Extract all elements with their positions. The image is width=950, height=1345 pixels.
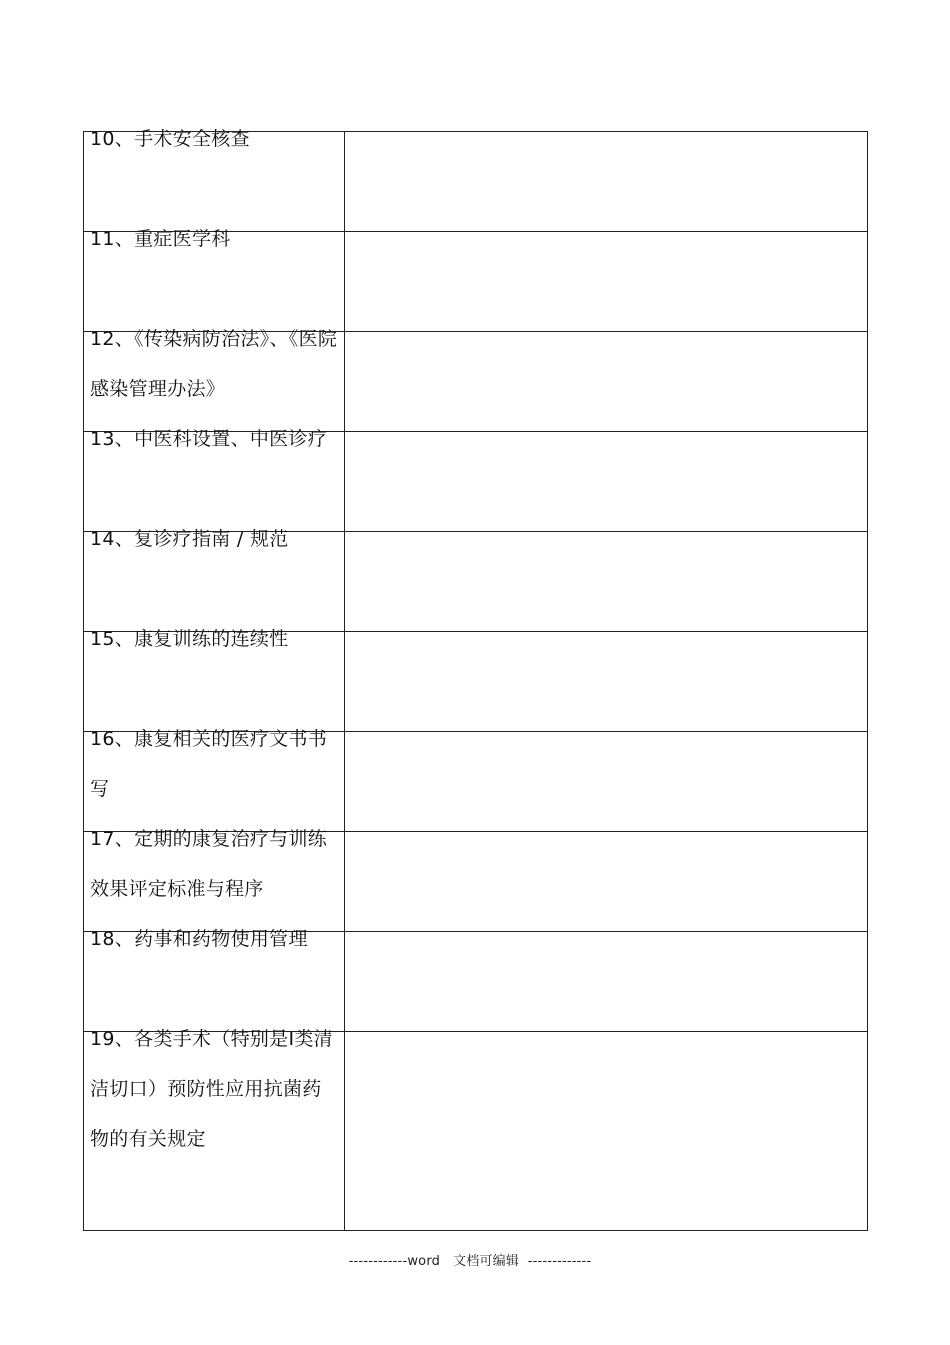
checklist-table bbox=[83, 128, 868, 1231]
item-content-cell[interactable] bbox=[345, 432, 868, 532]
item-label-cell bbox=[84, 1028, 345, 1231]
footer-text: ------------word 文档可编辑 ------------- bbox=[348, 1254, 592, 1269]
item-label: 11、重症医学科 bbox=[90, 228, 231, 250]
item-label: 14、复诊疗指南 / 规范 bbox=[90, 528, 289, 550]
item-content-cell[interactable] bbox=[345, 732, 868, 832]
item-label: 13、中医科设置、中医诊疗 bbox=[90, 428, 328, 450]
table-row bbox=[84, 1032, 868, 1231]
item-content-cell[interactable] bbox=[345, 832, 868, 932]
item-label: 15、康复训练的连续性 bbox=[90, 628, 289, 650]
item-content-cell[interactable] bbox=[345, 132, 868, 232]
item-label: 16、康复相关的医疗文书书写 bbox=[90, 728, 328, 800]
item-label: 12、《传染病防治法》、《医院感染管理办法》 bbox=[90, 328, 338, 400]
item-content-cell[interactable] bbox=[345, 632, 868, 732]
page-footer bbox=[0, 1250, 940, 1269]
item-label: 17、定期的康复治疗与训练效果评定标准与程序 bbox=[90, 828, 328, 900]
item-label: 19、各类手术（特别是Ⅰ类清洁切口）预防性应用抗菌药物的有关规定 bbox=[90, 1028, 333, 1150]
item-content-cell[interactable] bbox=[345, 932, 868, 1032]
item-label: 18、药事和药物使用管理 bbox=[90, 928, 308, 950]
item-content-cell[interactable] bbox=[345, 232, 868, 332]
item-content-cell[interactable] bbox=[345, 1032, 868, 1231]
item-label: 10、手术安全核查 bbox=[90, 128, 250, 150]
item-content-cell[interactable] bbox=[345, 532, 868, 632]
item-content-cell[interactable] bbox=[345, 332, 868, 432]
